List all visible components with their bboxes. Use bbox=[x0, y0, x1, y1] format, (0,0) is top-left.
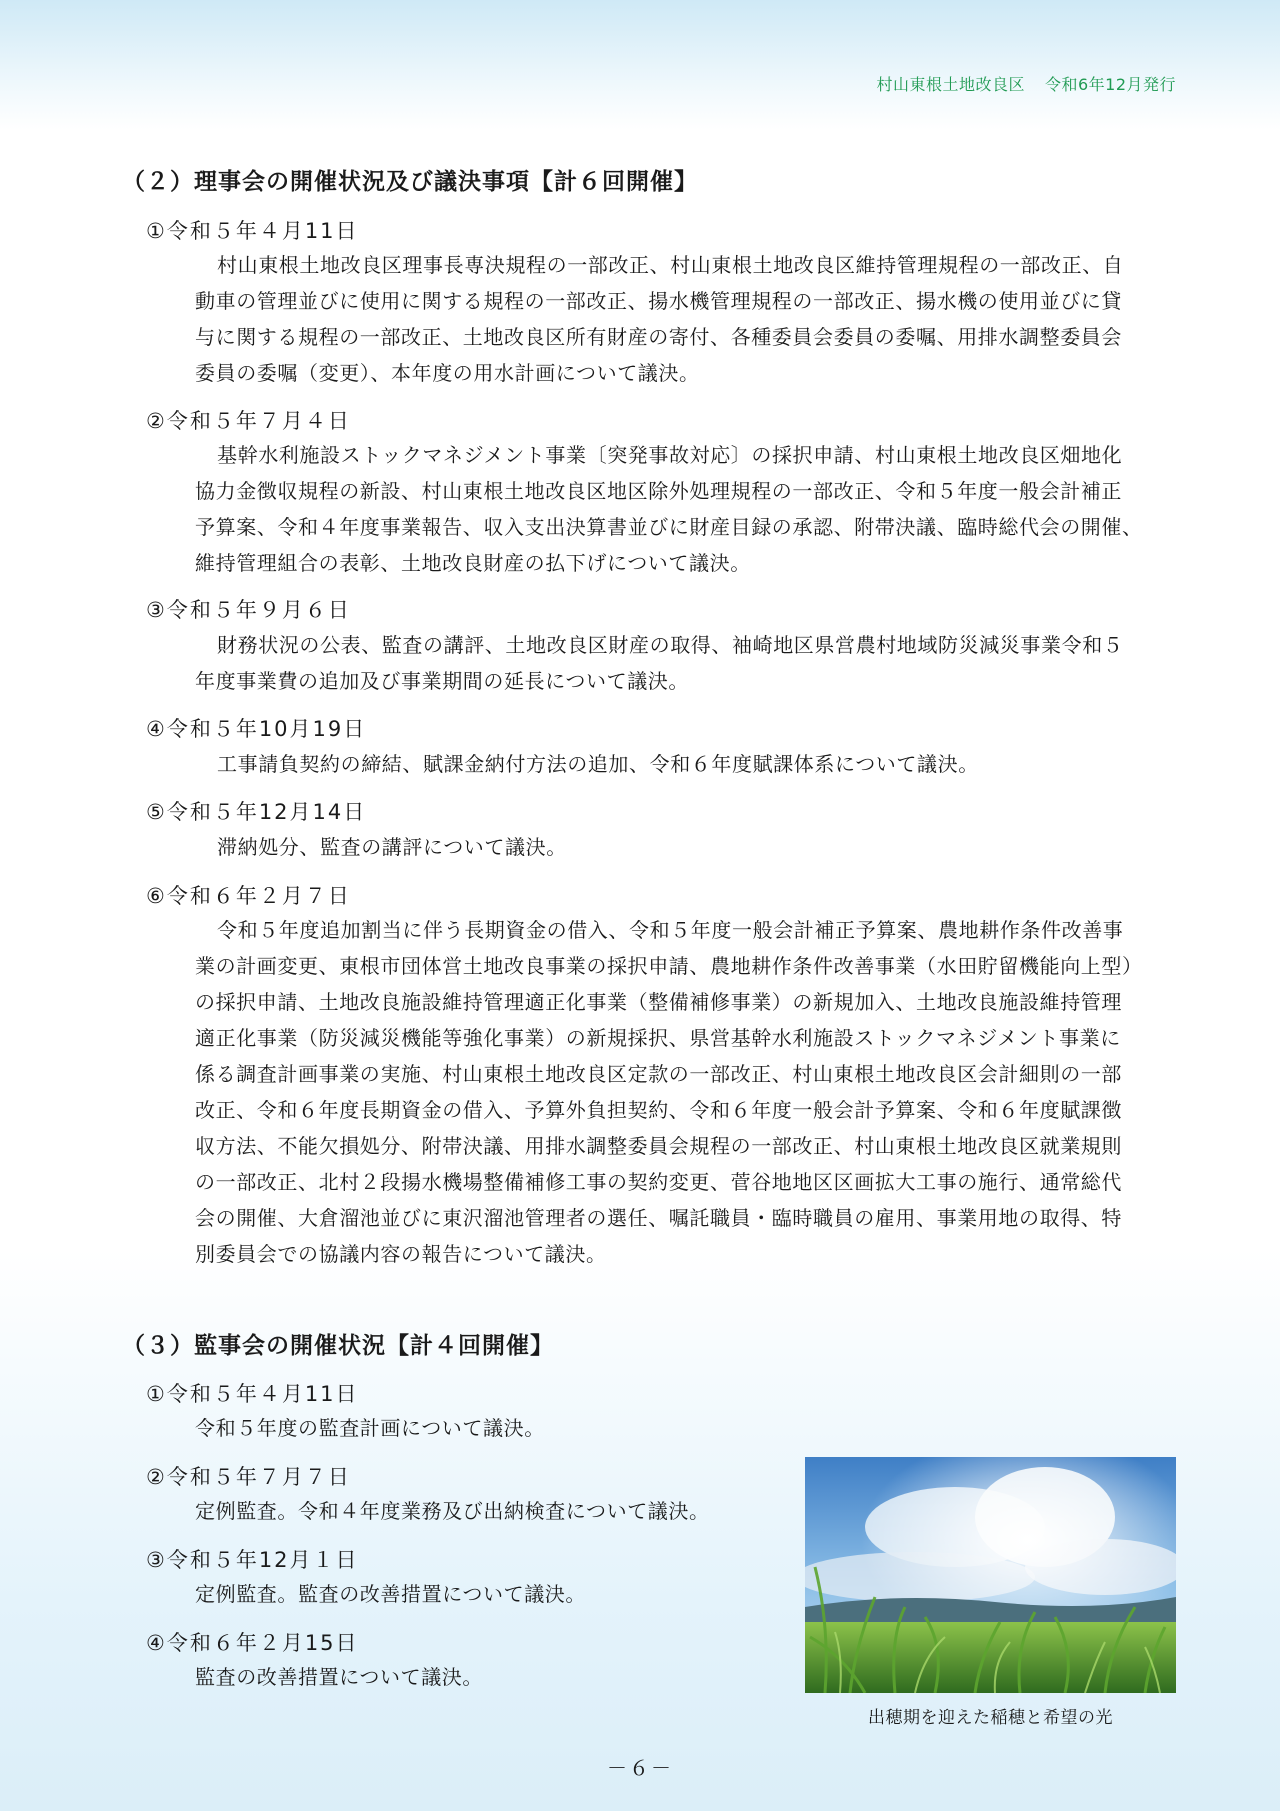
header-issue-info bbox=[876, 72, 1176, 95]
issue-date: 令和6年12月発行 bbox=[1044, 75, 1176, 94]
text-line: 適正化事業（防災減災機能等強化事業）の新規採択、県営基幹水利施設ストックマネジメント事業に bbox=[195, 1026, 1121, 1050]
text-line: 別委員会での協議内容の報告について議決。 bbox=[195, 1242, 607, 1266]
text-line: 工事請負契約の締結、賦課金納付方法の追加、令和６年度賦課体系について議決。 bbox=[217, 752, 979, 776]
section-2-title: （２）理事会の開催状況及び議決事項【計６回開催】 bbox=[122, 169, 698, 195]
text-line: 動車の管理並びに使用に関する規程の一部改正、揚水機管理規程の一部改正、揚水機の使用並びに貸 bbox=[195, 289, 1122, 313]
audit-date: ①令和５年４月11日 bbox=[146, 1382, 359, 1406]
text-line: 基幹水利施設ストックマネジメント事業〔突発事故対応〕の採択申請、村山東根土地改良区畑地化 bbox=[217, 443, 1123, 467]
meeting-resolution bbox=[195, 437, 1195, 581]
meeting-date: ②令和５年７月４日 bbox=[146, 409, 351, 433]
meeting-resolution bbox=[195, 746, 1195, 782]
text-line: 財務状況の公表、監査の講評、土地改良区財産の取得、袖崎地区県営農村地域防災減災事業令和５ bbox=[217, 633, 1124, 657]
photo-caption: 出穂期を迎えた稲穂と希望の光 bbox=[868, 1708, 1113, 1728]
text-line: 係る調査計画事業の実施、村山東根土地改良区定款の一部改正、村山東根土地改良区会計細則の一部 bbox=[195, 1062, 1122, 1086]
text-line: 協力金徴収規程の新設、村山東根土地改良区地区除外処理規程の一部改正、令和５年度一般会計補正 bbox=[195, 479, 1122, 503]
audit-date: ②令和５年７月７日 bbox=[146, 1465, 351, 1489]
text-line: 収方法、不能欠損処分、附帯決議、用排水調整委員会規程の一部改正、村山東根土地改良区就業規則 bbox=[195, 1134, 1122, 1158]
audit-date: ④令和６年２月15日 bbox=[146, 1631, 359, 1655]
text-line: 業の計画変更、東根市団体営土地改良事業の採択申請、農地耕作条件改善事業（水田貯留機能向上型） bbox=[195, 954, 1143, 978]
audit-resolution: 定例監査。監査の改善措置について議決。 bbox=[195, 1582, 586, 1606]
meeting-resolution bbox=[195, 912, 1195, 1272]
text-line: 会の開催、大倉溜池並びに東沢溜池管理者の選任、嘱託職員・臨時職員の雇用、事業用地の取得、特 bbox=[195, 1206, 1122, 1230]
text-line: 令和５年度追加割当に伴う長期資金の借入、令和５年度一般会計補正予算案、農地耕作条件改善事 bbox=[217, 918, 1124, 942]
audit-date: ③令和５年12月１日 bbox=[146, 1548, 359, 1572]
audit-resolution: 令和５年度の監査計画について議決。 bbox=[195, 1416, 545, 1440]
audit-resolution: 監査の改善措置について議決。 bbox=[195, 1665, 483, 1689]
audit-resolution: 定例監査。令和４年度業務及び出納検査について議決。 bbox=[195, 1499, 710, 1523]
meeting-resolution bbox=[195, 627, 1195, 699]
rice-field-image bbox=[805, 1457, 1176, 1693]
text-line: 与に関する規程の一部改正、土地改良区所有財産の寄付、各種委員会委員の委嘱、用排水調整委員会 bbox=[195, 325, 1122, 349]
meeting-date: ⑤令和５年12月14日 bbox=[146, 800, 367, 824]
meeting-resolution bbox=[195, 247, 1195, 391]
meeting-date: ④令和５年10月19日 bbox=[146, 717, 367, 741]
text-line: 改正、令和６年度長期資金の借入、予算外負担契約、令和６年度一般会計予算案、令和６年度賦課徴 bbox=[195, 1098, 1122, 1122]
text-line: 維持管理組合の表彰、土地改良財産の払下げについて議決。 bbox=[195, 551, 751, 575]
meeting-resolution bbox=[195, 829, 1195, 865]
meeting-date: ⑥令和６年２月７日 bbox=[146, 884, 351, 908]
meeting-date: ①令和５年４月11日 bbox=[146, 219, 359, 243]
page-number: －６－ bbox=[607, 1756, 673, 1780]
org-name: 村山東根土地改良区 bbox=[876, 75, 1025, 94]
text-line: の採択申請、土地改良施設維持管理適正化事業（整備補修事業）の新規加入、土地改良施設維持管理 bbox=[195, 990, 1122, 1014]
meeting-date: ③令和５年９月６日 bbox=[146, 598, 351, 622]
text-line: 村山東根土地改良区理事長専決規程の一部改正、村山東根土地改良区維持管理規程の一部改正、自 bbox=[217, 253, 1124, 277]
rice-field-photo bbox=[805, 1457, 1176, 1693]
text-line: 予算案、令和４年度事業報告、収入支出決算書並びに財産目録の承認、附帯決議、臨時総代会の開催、 bbox=[195, 515, 1143, 539]
text-line: 委員の委嘱（変更）、本年度の用水計画について議決。 bbox=[195, 361, 700, 385]
text-line: 年度事業費の追加及び事業期間の延長について議決。 bbox=[195, 669, 689, 693]
text-line: の一部改正、北村２段揚水機場整備補修工事の契約変更、菅谷地地区区画拡大工事の施行、通常総代 bbox=[195, 1170, 1122, 1194]
section-3-title: （３）監事会の開催状況【計４回開催】 bbox=[122, 1333, 554, 1359]
text-line: 滞納処分、監査の講評について議決。 bbox=[217, 835, 567, 859]
